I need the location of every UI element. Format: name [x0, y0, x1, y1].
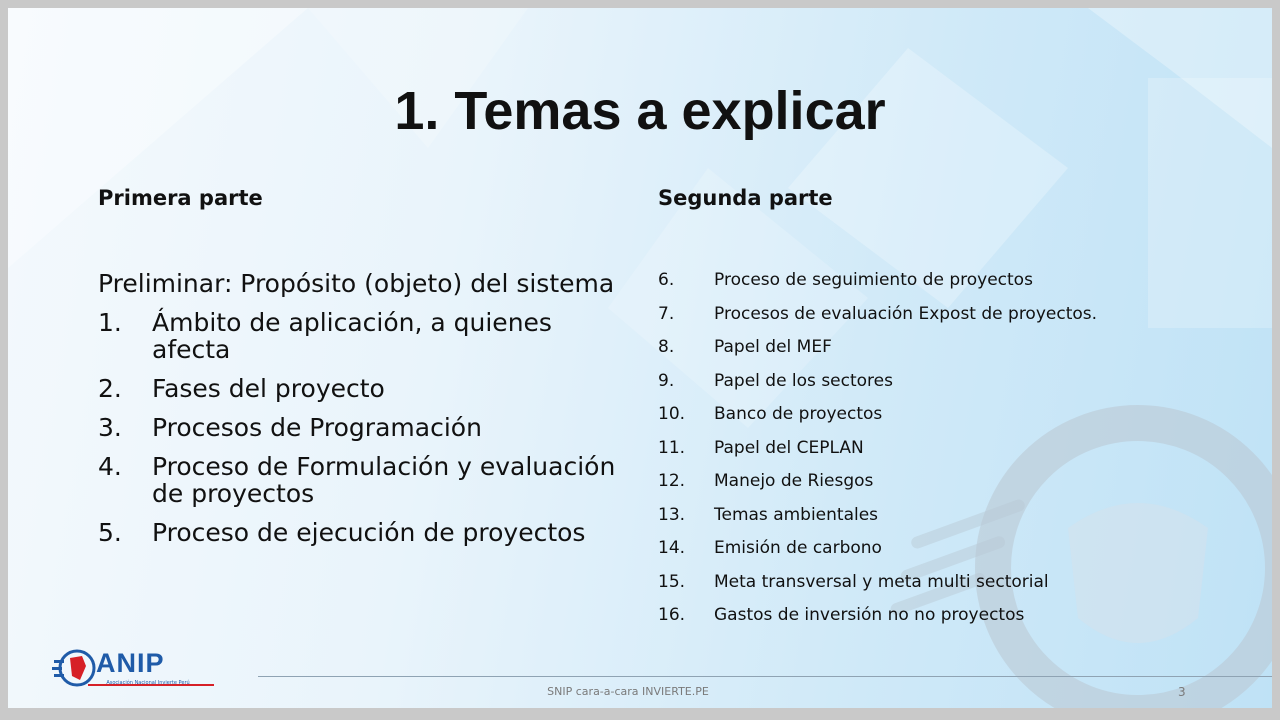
list-item: 5. Proceso de ejecución de proyectos — [98, 518, 586, 547]
left-column-heading: Primera parte — [98, 186, 263, 210]
list-item: 6. Proceso de seguimiento de proyectos — [658, 270, 1033, 290]
left-column — [98, 270, 618, 558]
right-column-heading: Segunda parte — [658, 186, 833, 210]
logo-subtitle: Asociación Nacional Invierte Perú — [106, 680, 190, 686]
list-item: 4. Proceso de Formulación y evaluación de proyectos — [98, 452, 616, 508]
list-item: 2. Fases del proyecto — [98, 374, 385, 403]
list-item: 3. Procesos de Programación — [98, 413, 482, 442]
list-item: 15. Meta transversal y meta multi sectorial — [658, 571, 1049, 592]
footer-text: SNIP cara-a-cara INVIERTE.PE — [547, 685, 709, 698]
footer-divider — [258, 676, 1272, 677]
page-number: 3 — [1178, 685, 1186, 699]
list-item: 12. Manejo de Riesgos — [658, 471, 874, 491]
preliminary-line: Preliminar: Propósito (objeto) del sistema — [98, 269, 615, 298]
list-item: 11. Papel del CEPLAN — [658, 437, 864, 458]
list-item: 8. Papel del MEF — [658, 337, 832, 357]
left-topic-list — [98, 309, 618, 546]
slide-title: 1. Temas a explicar — [394, 81, 886, 141]
list-item: 10. Banco de proyectos — [658, 404, 883, 424]
slide — [8, 8, 1272, 708]
logo-name: ANIP — [96, 648, 165, 678]
list-item: 9. Papel de los sectores — [658, 370, 893, 391]
list-item: 1. Ámbito de aplicación, a quienes afecta — [98, 308, 552, 364]
list-item: 7. Procesos de evaluación Expost de proyectos. — [658, 303, 1098, 324]
list-item: 14. Emisión de carbono — [658, 538, 882, 558]
list-item: 16. Gastos de inversión no no proyectos — [658, 605, 1025, 625]
right-topic-list — [658, 264, 1218, 633]
list-item: 13. Temas ambientales — [658, 504, 879, 525]
